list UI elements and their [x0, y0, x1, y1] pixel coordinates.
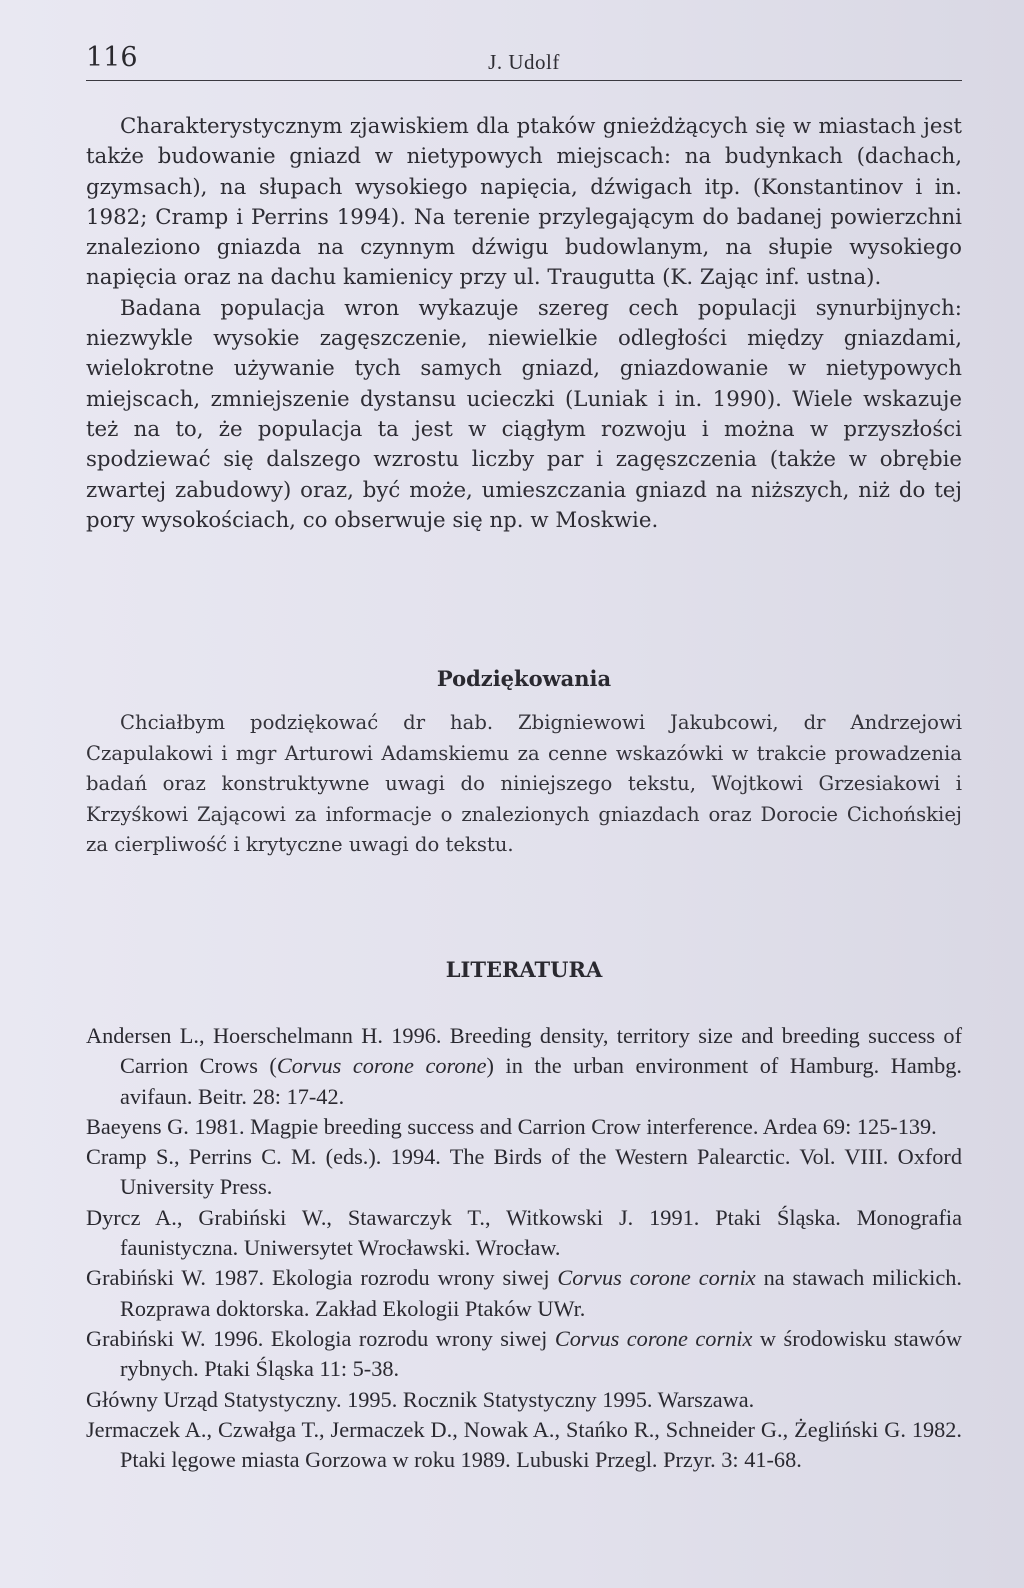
- reference-list: [86, 1021, 962, 1475]
- running-head-author: J. Udolf: [488, 50, 560, 74]
- reference-item: Baeyens G. 1981. Magpie breeding success and Carrion Crow interference. Ardea 69: 125-139.: [86, 1113, 937, 1139]
- reference-item: Grabiński W. 1996. Ekologia rozrodu wrony siwej Corvus corone cornix w środowisku stawów rybnych. Ptaki Śląska 11: 5-38.: [86, 1325, 962, 1382]
- body-text: [86, 112, 962, 536]
- reference-item: Andersen L., Hoerschelmann H. 1996. Breeding density, territory size and breeding success of Carrion Crows (Corvus corone corone) in the urban environment of Hamburg. Hambg. avifaun. Beitr. 28: 17-42.: [86, 1023, 962, 1109]
- reference-item: Jermaczek A., Czwałga T., Jermaczek D., Nowak A., Stańko R., Schneider G., Żegliński G. 1982. Ptaki lęgowe miasta Gorzowa w roku 1989. Lubuski Przegl. Przyr. 3: 41-68.: [86, 1416, 962, 1473]
- body-paragraph-2: Badana populacja wron wykazuje szereg cech populacji synurbijnych: niezwykle wysokie zagęszczenie, niewielkie odległości między gniazdami, wielokrotne używanie tych samych gniazd, gniazdowanie w nietypowych miejscach, zmniejszenie dystansu ucieczki (Luniak i in. 1990). Wiele wskazuje też na to, że populacja ta jest w ciągłym rozwoju i można w przyszłości spodziewać się dalszego wzrostu liczby par i zagęszczenia (także w obrębie zwartej zabudowy) oraz, być może, umieszczania gniazd na niższych, niż do tej pory wysokościach, co obserwuje się np. w Moskwie.: [86, 295, 962, 533]
- acknowledgements-text: Chciałbym podziękować dr hab. Zbigniewowi Jakubcowi, dr Andrzejowi Czapulakowi i mgr Arturowi Adamskiemu za cenne wskazówki w trakcie prowadzenia badań oraz konstruktywne uwagi do niniejszego tekstu, Wojtkowi Grzesiakowi i Krzyśkowi Zającowi za informacje o znalezionych gniazdach oraz Dorocie Cichońskiej za cierpliwość i krytyczne uwagi do tekstu.: [86, 711, 962, 856]
- page-number: 116: [86, 42, 138, 73]
- reference-item: Cramp S., Perrins C. M. (eds.). 1994. The Birds of the Western Palearctic. Vol. VIII. Oxford University Press.: [86, 1144, 962, 1200]
- body-paragraph-1: Charakterystycznym zjawiskiem dla ptaków gnieżdżących się w miastach jest także budowanie gniazd w nietypowych miejscach: na budynkach (dachach, gzymsach), na słupach wysokiego napięcia, dźwigach itp. (Konstantinov i in. 1982; Cramp i Perrins 1994). Na terenie przylegającym do badanej powierzchni znaleziono gniazda na czynnym dźwigu budowlanym, na słupie wysokiego napięcia oraz na dachu kamienicy przy ul. Traugutta (K. Zając inf. ustna).: [86, 114, 962, 291]
- literature-heading: LITERATURA: [445, 957, 603, 982]
- acknowledgements-heading: Podziękowania: [436, 666, 612, 691]
- page-header: [86, 40, 962, 81]
- reference-item: Dyrcz A., Grabiński W., Stawarczyk T., Witkowski J. 1991. Ptaki Śląska. Monografia faunistyczna. Uniwersytet Wrocławski. Wrocław.: [86, 1204, 962, 1261]
- reference-item: Główny Urząd Statystyczny. 1995. Rocznik Statystyczny 1995. Warszawa.: [86, 1386, 755, 1412]
- reference-item: Grabiński W. 1987. Ekologia rozrodu wrony siwej Corvus corone cornix na stawach milickich. Rozprawa doktorska. Zakład Ekologii Ptaków UWr.: [86, 1265, 962, 1321]
